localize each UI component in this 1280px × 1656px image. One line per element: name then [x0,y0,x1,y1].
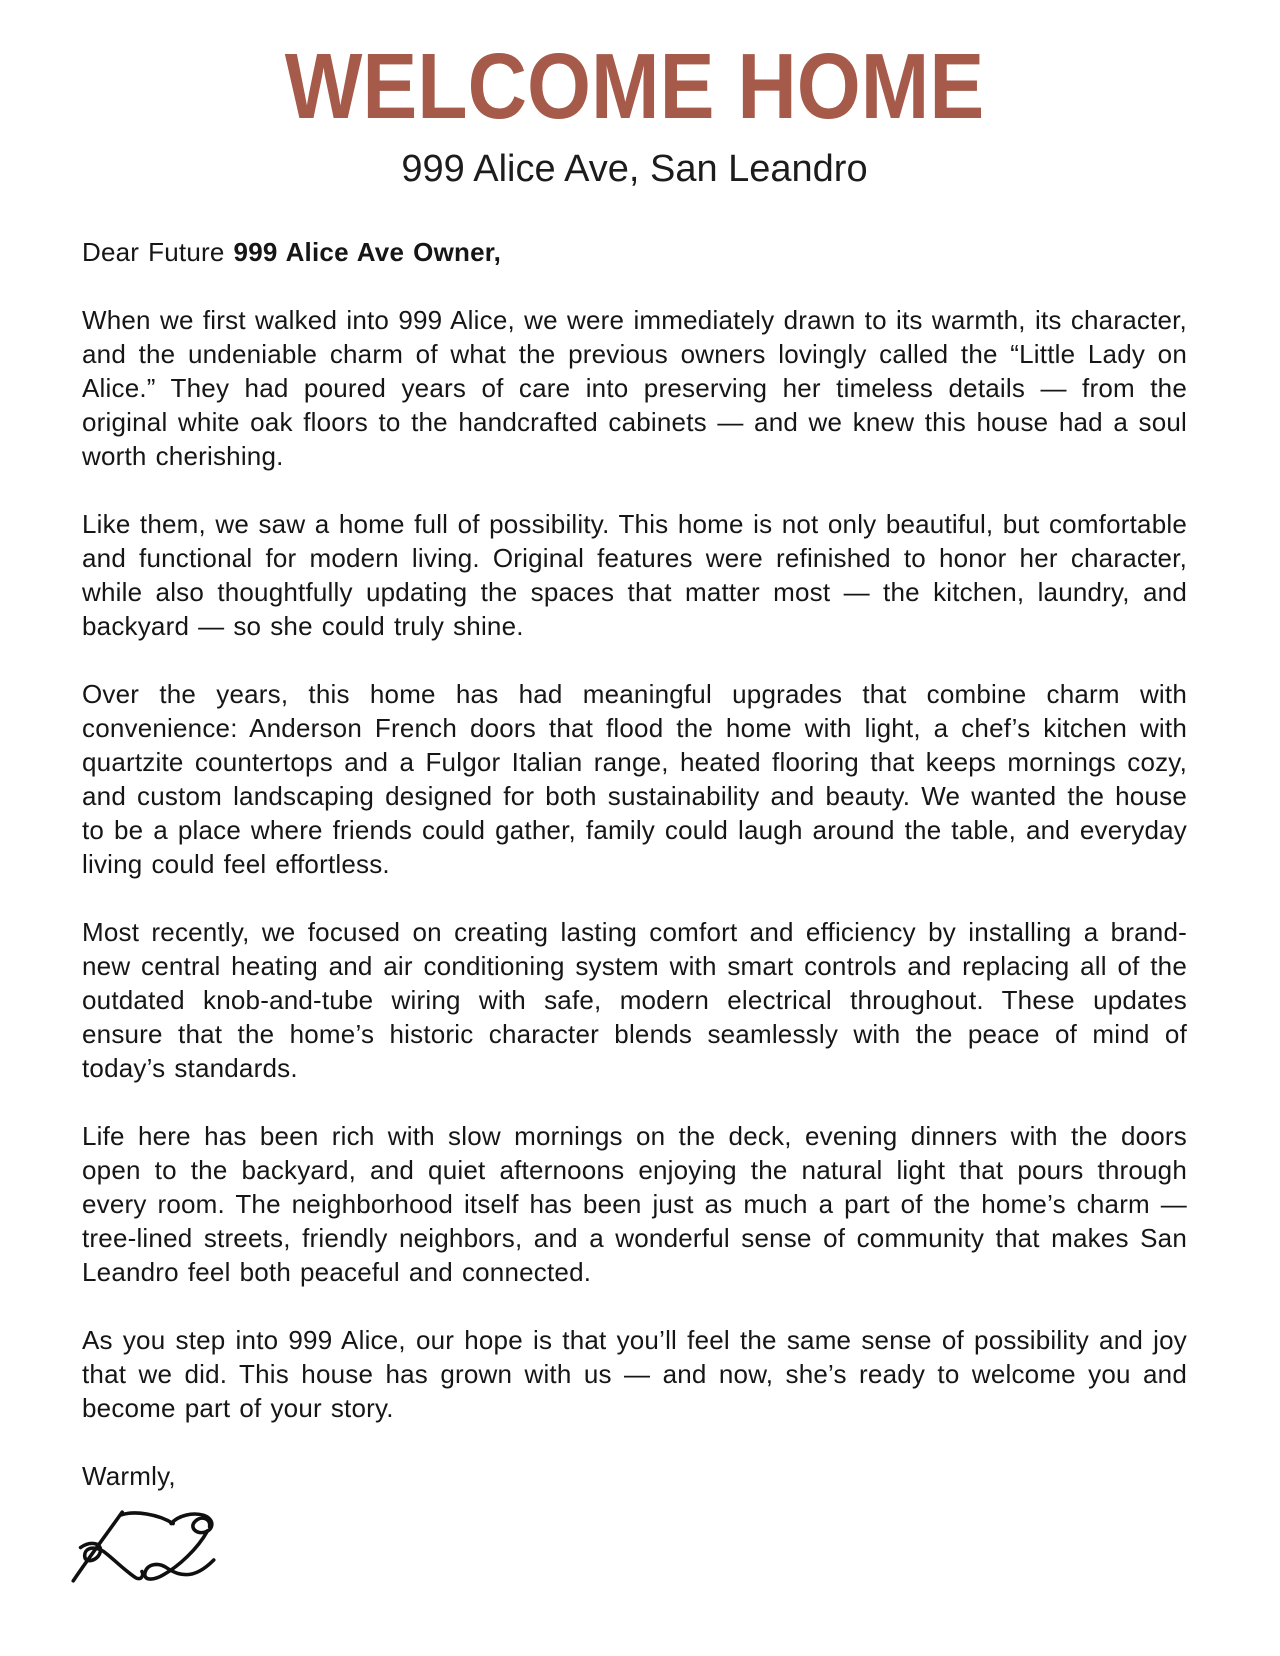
paragraph-life-here: Life here has been rich with slow mornings on the deck, evening dinners with the doors open to the backyard, and quiet afternoons enjoying the natural light that pours through every room. The neighborhood itself has been just as much a part of the home’s charm — tree-lined streets, friendly neighbors, and a wonderful sense of community that makes San Leandro feel both peaceful and connected. [82,1120,1187,1287]
paragraph-farewell: As you step into 999 Alice, our hope is that you’ll feel the same sense of possibility and joy that we did. This house has grown with us — and now, she’s ready to welcome you and become part of your story. [82,1324,1187,1423]
salutation-line [82,235,1187,269]
paragraph-systems: Most recently, we focused on creating lasting comfort and efficiency by installing a brand-new central heating and air conditioning system with smart controls and replacing all of the outdated knob-and-tube wiring with safe, modern electrical throughout. These updates ensure that the home’s historic character blends seamlessly with the peace of mind of today’s standards. [82,916,1187,1083]
closing-line: Warmly, [82,1460,176,1491]
letter-body [82,235,1187,1585]
paragraph-intro: When we first walked into 999 Alice, we were immediately drawn to its warmth, its character, and the undeniable charm of what the previous owners lovingly called the “Little Lady on Alice.” They had poured years of care into preserving her timeless details — from the original white oak floors to the handcrafted cabinets — and we knew this house had a soul worth cherishing. [82,304,1187,471]
salutation-prefix: Dear Future [82,236,234,267]
signature [70,1509,1187,1585]
salutation-addressee: 999 Alice Ave Owner, [233,236,502,267]
paragraph-possibility: Like them, we saw a home full of possibility. This home is not only beautiful, but comfortable and functional for modern living. Original features were refinished to honor her character, while also thoughtfully updating the spaces that matter most — the kitchen, laundry, and backyard — so she could truly shine. [82,508,1187,641]
page-subtitle: 999 Alice Ave, San Leandro [401,148,868,190]
letter-header [82,34,1187,191]
page-title: WELCOME HOME [284,34,985,138]
signature-kl-icon [70,1509,217,1585]
paragraph-upgrades: Over the years, this home has had meaningful upgrades that combine charm with convenience: Anderson French doors that flood the home with light, a chef’s kitchen with quartzite countertops and a Fulgor Italian range, heated flooring that keeps mornings cozy, and custom landscaping designed for both sustainability and beauty. We wanted the house to be a place where friends could gather, family could laugh around the table, and everyday living could feel effortless. [82,678,1187,879]
